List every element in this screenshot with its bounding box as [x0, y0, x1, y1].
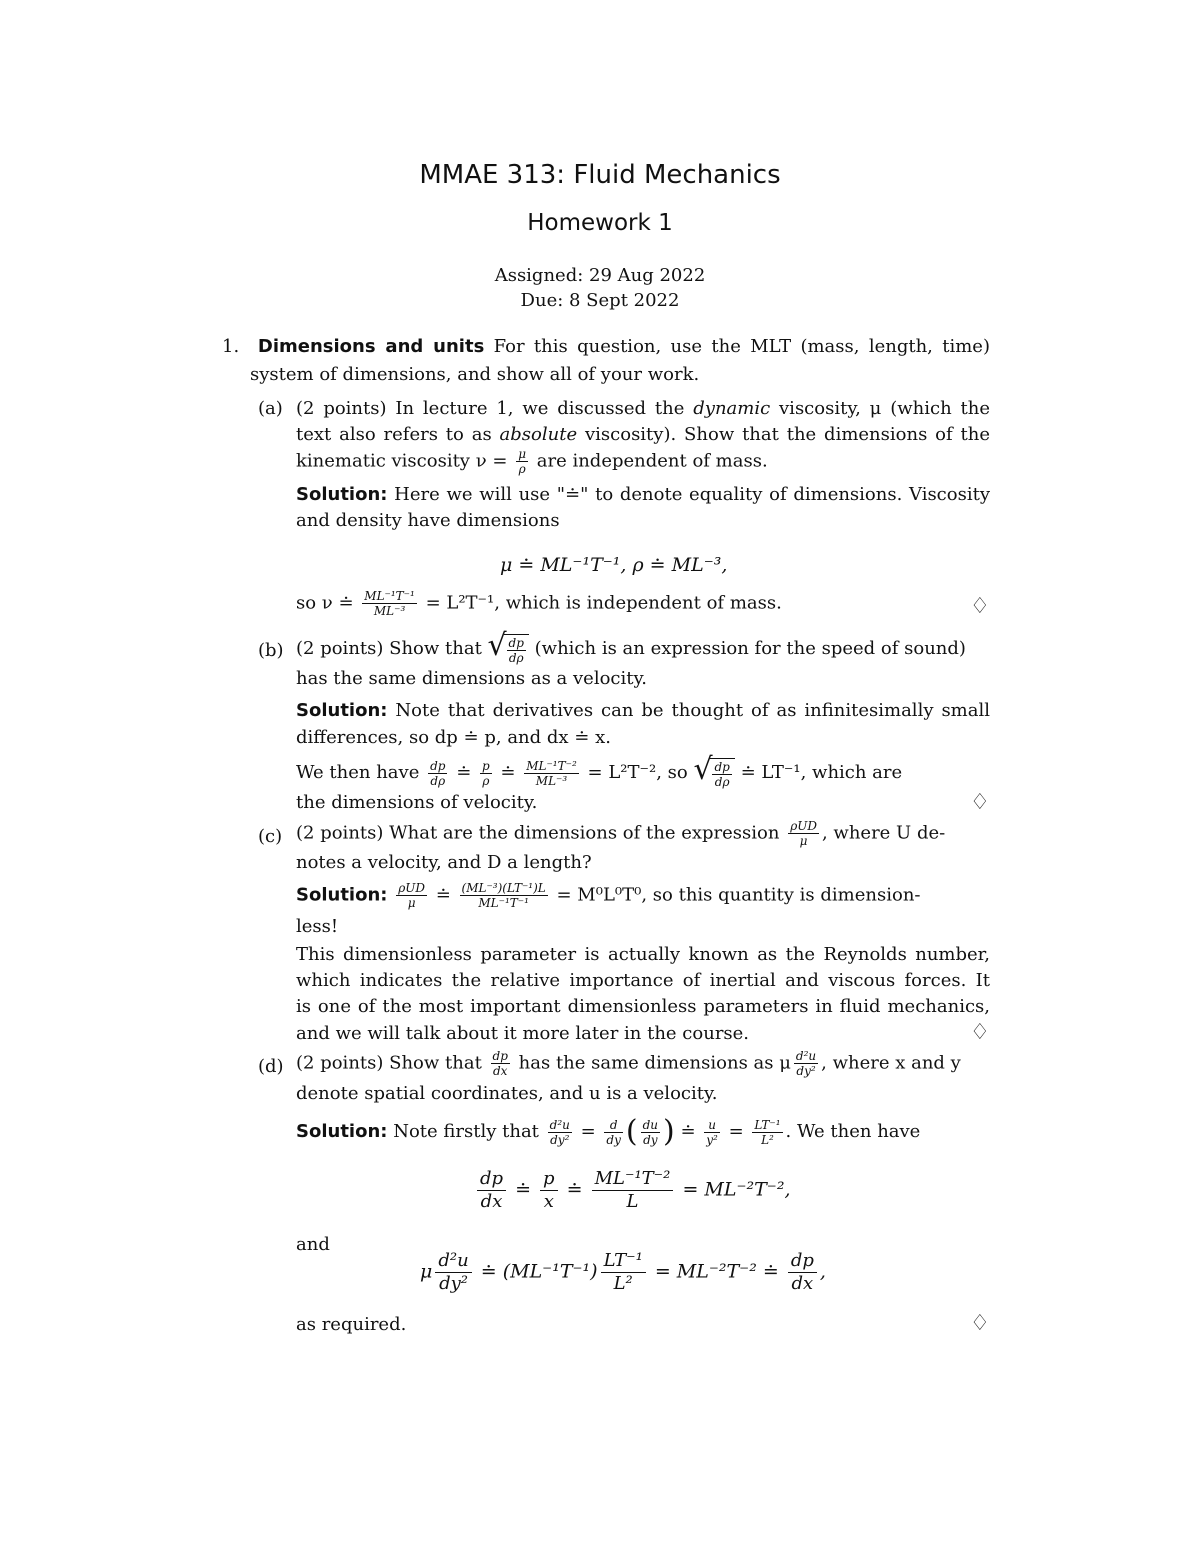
part-a-solution-3: so ν ≐ $\frac{\text{ML⁻¹T⁻¹}}{\text{ML⁻³}}$ = L²T⁻¹, which is independent of mass.	[296, 589, 782, 618]
sqrt-dp-drho: √ $\frac{dp}{d\rho}$	[488, 634, 529, 664]
part-c-label: (c)	[258, 826, 283, 847]
end-of-solution-a-icon: ♢	[970, 594, 990, 619]
q1-intro-2: system of dimensions, and show all of your work.	[250, 364, 700, 385]
part-d-display-2: μ $\frac{\text{d²u}}{\text{dy²}}$ ≐ (ML⁻¹T⁻¹) $\frac{\text{LT⁻¹}}{\text{L²}}$ = ML⁻²T⁻² ≐ $\frac{dp}{dx}$ ,	[420, 1250, 826, 1294]
absolute-emphasis: absolute	[499, 424, 578, 445]
part-c-paragraph-1: This dimensionless parameter is actually known as the Reynolds number,	[296, 944, 990, 965]
end-of-solution-b-icon: ♢	[970, 790, 990, 815]
mu-over-rho-fraction: $\frac{\mu}{\rho}$	[518, 447, 526, 476]
part-a-solution-1: Solution: Here we will use "≐" to denote equality of dimensions. Viscosity	[296, 484, 990, 505]
part-a-line-3: kinematic viscosity ν = $\frac{\mu}{\rho}$ are independent of mass.	[296, 447, 768, 476]
part-c-paragraph-2: which indicates the relative importance of inertial and viscous forces. It	[296, 970, 990, 991]
nu-dimension-fraction: $\frac{\text{ML⁻¹T⁻¹}}{\text{ML⁻³}}$	[364, 589, 415, 618]
q1-number: 1.	[222, 336, 240, 357]
assignment-title: Homework 1	[527, 210, 673, 236]
course-title: MMAE 313: Fluid Mechanics	[419, 160, 781, 190]
part-d-line-1: (2 points) Show that $\frac{dp}{dx}$ has the same dimensions as μ $\frac{\text{d²u}}{\text{dy²}}$ , where x and y	[296, 1049, 961, 1078]
q1-heading-line	[222, 336, 990, 358]
part-d-display-1: $\frac{dp}{dx}$ ≐ $\frac{p}{x}$ ≐ $\frac{\text{ML⁻¹T⁻²}}{L}$ = ML⁻²T⁻²,	[474, 1168, 790, 1213]
end-of-solution-c-icon: ♢	[970, 1020, 990, 1045]
end-of-solution-d-icon: ♢	[970, 1311, 990, 1336]
part-b-solution-2: differences, so dp ≐ p, and dx ≐ x.	[296, 727, 611, 748]
part-b-solution-1: Solution: Note that derivatives can be thought of as infinitesimally small	[296, 700, 990, 721]
due-date: Due: 8 Sept 2022	[520, 290, 680, 311]
assigned-date: Assigned: 29 Aug 2022	[494, 265, 706, 286]
part-a-line-2: text also refers to as absolute viscosity). Show that the dimensions of the	[296, 424, 990, 445]
part-a-line-1: (2 points) In lecture 1, we discussed the dynamic viscosity, μ (which the	[296, 398, 990, 419]
part-d-solution-1: Solution: Note firstly that $\frac{\text{d²u}}{\text{dy²}}$ = $\frac{d}{dy}$ ( $\frac{du}{dy}$ ) ≐ $\frac{u}{\text{y²}}$ = $\frac{\text{LT⁻¹}}{\text{L²}}$ . We then have	[296, 1114, 921, 1149]
part-c-solution-1: Solution: $\frac{\text{ρUD}}{\mu}$ ≐ $\frac{\text{(ML⁻³)(LT⁻¹)L}}{\text{ML⁻¹T⁻¹}}$ = M⁰L⁰T⁰, so this quantity is dimension-	[296, 881, 921, 910]
part-a-label: (a)	[258, 398, 283, 419]
part-b-solution-3: We then have $\frac{dp}{d\rho}$ ≐ $\frac{p}{\rho}$ ≐ $\frac{\text{ML⁻¹T⁻²}}{\text{ML⁻³}}$ = L²T⁻², so √ $\frac{dp}{d\rho}$ ≐ LT⁻¹, which are	[296, 758, 902, 788]
part-b-line-1: (2 points) Show that √ $\frac{dp}{d\rho}$ (which is an expression for the speed of sound)	[296, 634, 966, 664]
part-d-label: (d)	[258, 1056, 284, 1077]
part-c-line-2: notes a velocity, and D a length?	[296, 852, 592, 873]
dynamic-emphasis: dynamic	[693, 398, 771, 419]
part-c-paragraph-3: is one of the most important dimensionless parameters in fluid mechanics,	[296, 996, 990, 1017]
q1-intro-1: For this question, use the MLT (mass, length, time)	[493, 336, 990, 357]
part-d-and: and	[296, 1234, 330, 1255]
part-c-solution-2: less!	[296, 916, 339, 937]
part-a-solution-2: and density have dimensions	[296, 510, 560, 531]
part-c-line-1: (2 points) What are the dimensions of the expression $\frac{\text{ρUD}}{\mu}$ , where U de-	[296, 819, 946, 848]
solution-label: Solution:	[296, 484, 388, 505]
part-d-as-required: as required.	[296, 1314, 407, 1335]
part-b-label: (b)	[258, 640, 284, 661]
part-c-paragraph-4: and we will talk about it more later in the course.	[296, 1023, 750, 1044]
q1-heading: Dimensions and units	[257, 336, 485, 357]
part-d-line-2: denote spatial coordinates, and u is a velocity.	[296, 1083, 718, 1104]
part-b-solution-4: the dimensions of velocity.	[296, 792, 538, 813]
part-a-display-equation: μ ≐ ML⁻¹T⁻¹, ρ ≐ ML⁻³,	[500, 554, 728, 576]
part-b-line-2: has the same dimensions as a velocity.	[296, 668, 647, 689]
